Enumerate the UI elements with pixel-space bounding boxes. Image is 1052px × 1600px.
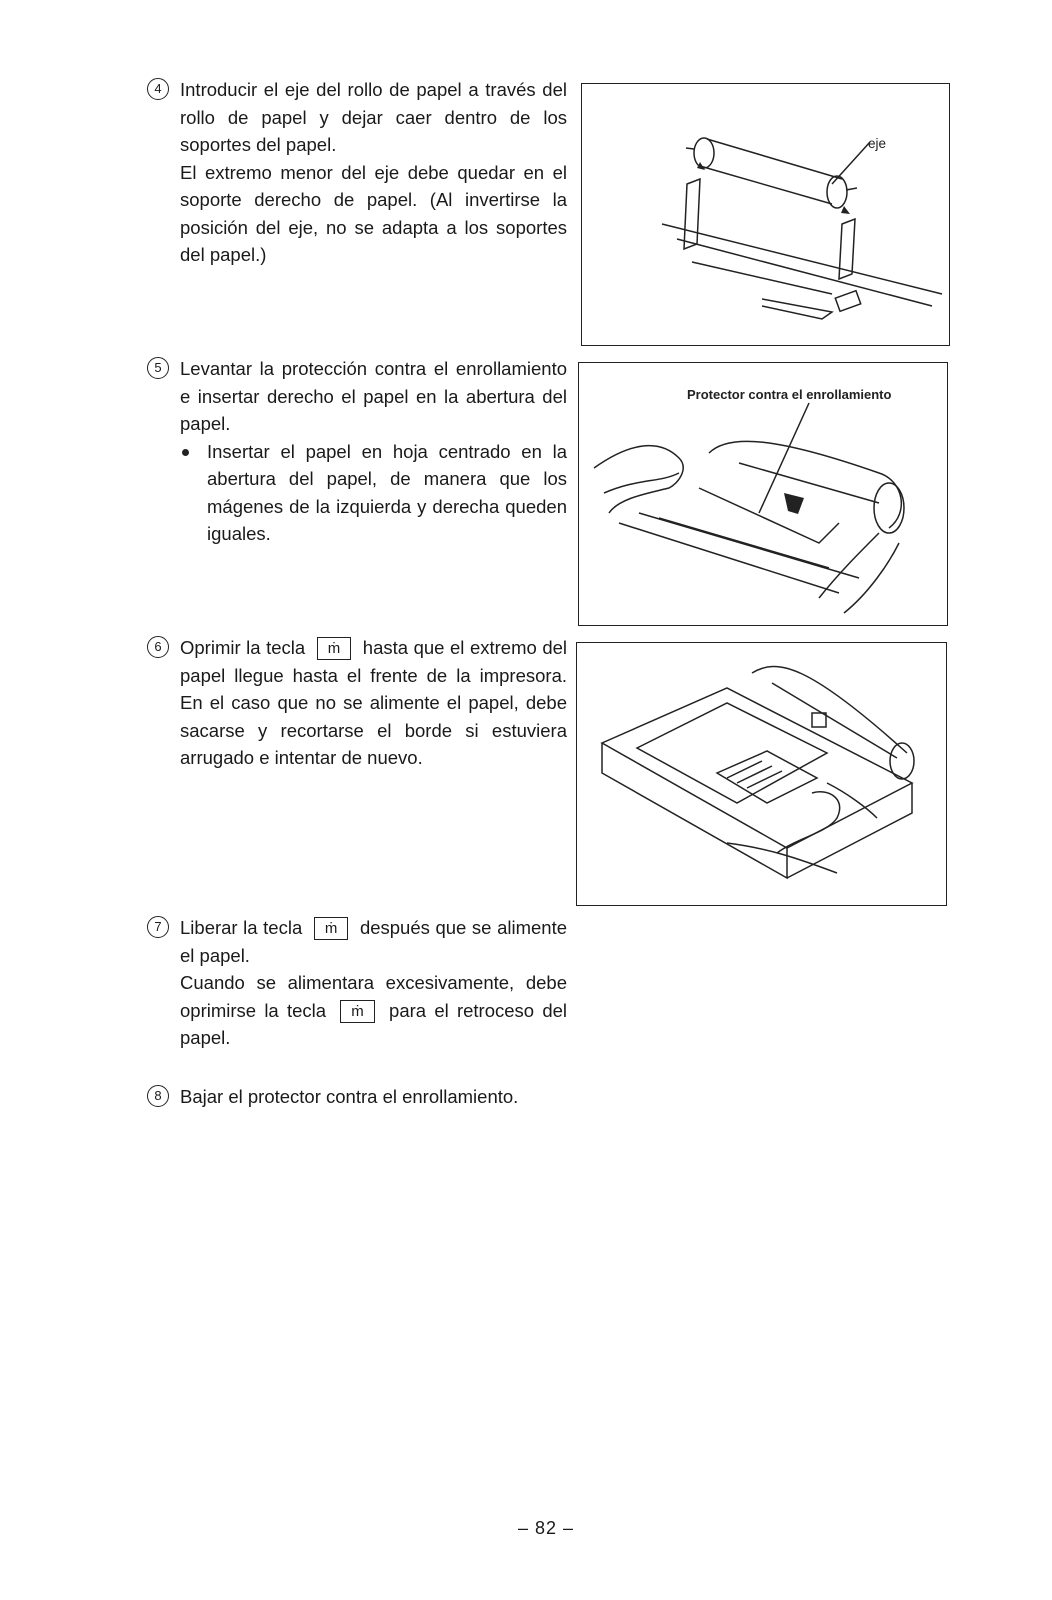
paper-feed-key: ṁ bbox=[317, 637, 352, 660]
figure-paper-roll-axle bbox=[581, 83, 950, 346]
page-number: – 82 – bbox=[518, 1518, 575, 1538]
step-number: 4 bbox=[147, 78, 169, 100]
step-number: 8 bbox=[147, 1085, 169, 1107]
axle-label: eje bbox=[868, 136, 887, 151]
step-paragraph: Levantar la protección contra el enrollamiento e insertar derecho el papel en la abertura del papel. bbox=[180, 358, 567, 434]
step-number: 7 bbox=[147, 916, 169, 938]
paper-roll-axle-illustration bbox=[582, 84, 951, 347]
bullet-dot bbox=[182, 449, 189, 456]
paper-reverse-key: ṁ bbox=[340, 1000, 375, 1023]
step-paragraph bbox=[180, 914, 567, 969]
inserting-paper-illustration bbox=[579, 363, 949, 627]
step-text: Oprimir la tecla bbox=[180, 637, 306, 658]
bullet-text: Insertar el papel en hoja centrado en la abertura del papel, de manera que los mágenes de la izquierda y derecha queden iguales. bbox=[207, 440, 567, 544]
figure-inserting-paper bbox=[578, 362, 948, 626]
printer-feed-key-illustration bbox=[577, 643, 948, 907]
step-text: Liberar la tecla bbox=[180, 917, 303, 938]
step-paragraph bbox=[180, 969, 567, 1052]
step-paragraph: Bajar el protector contra el enrollamiento. bbox=[180, 1086, 519, 1107]
roll-guard-label: Protector contra el enrollamiento bbox=[687, 387, 892, 402]
figure-printer-feed-key bbox=[576, 642, 947, 906]
step-bullet bbox=[180, 438, 567, 548]
step-text: para el retroceso del papel. bbox=[180, 999, 568, 1048]
step-paragraph: Introducir el eje del rollo de papel a través del rollo de papel y dejar caer dentro de los soportes del papel. bbox=[180, 79, 567, 155]
paper-feed-key: ṁ bbox=[314, 917, 349, 940]
step-text: hasta que el extremo del papel llegue hasta el frente de la impresora. En el caso que no se alimente el papel, debe sacarse y recortarse el borde si estuviera arrugado e intentar de nuevo. bbox=[180, 637, 568, 768]
step-text: después que se alimente el papel. bbox=[180, 917, 567, 966]
step-text: Cuando se alimentara excesivamente, debe oprimirse la tecla bbox=[180, 972, 567, 1021]
step-paragraph: El extremo menor del eje debe quedar en el soporte derecho de papel. (Al invertirse la posición del eje, no se adapta a los soportes del papel.) bbox=[180, 161, 567, 265]
step-number: 6 bbox=[147, 636, 169, 658]
step-number: 5 bbox=[147, 357, 169, 379]
